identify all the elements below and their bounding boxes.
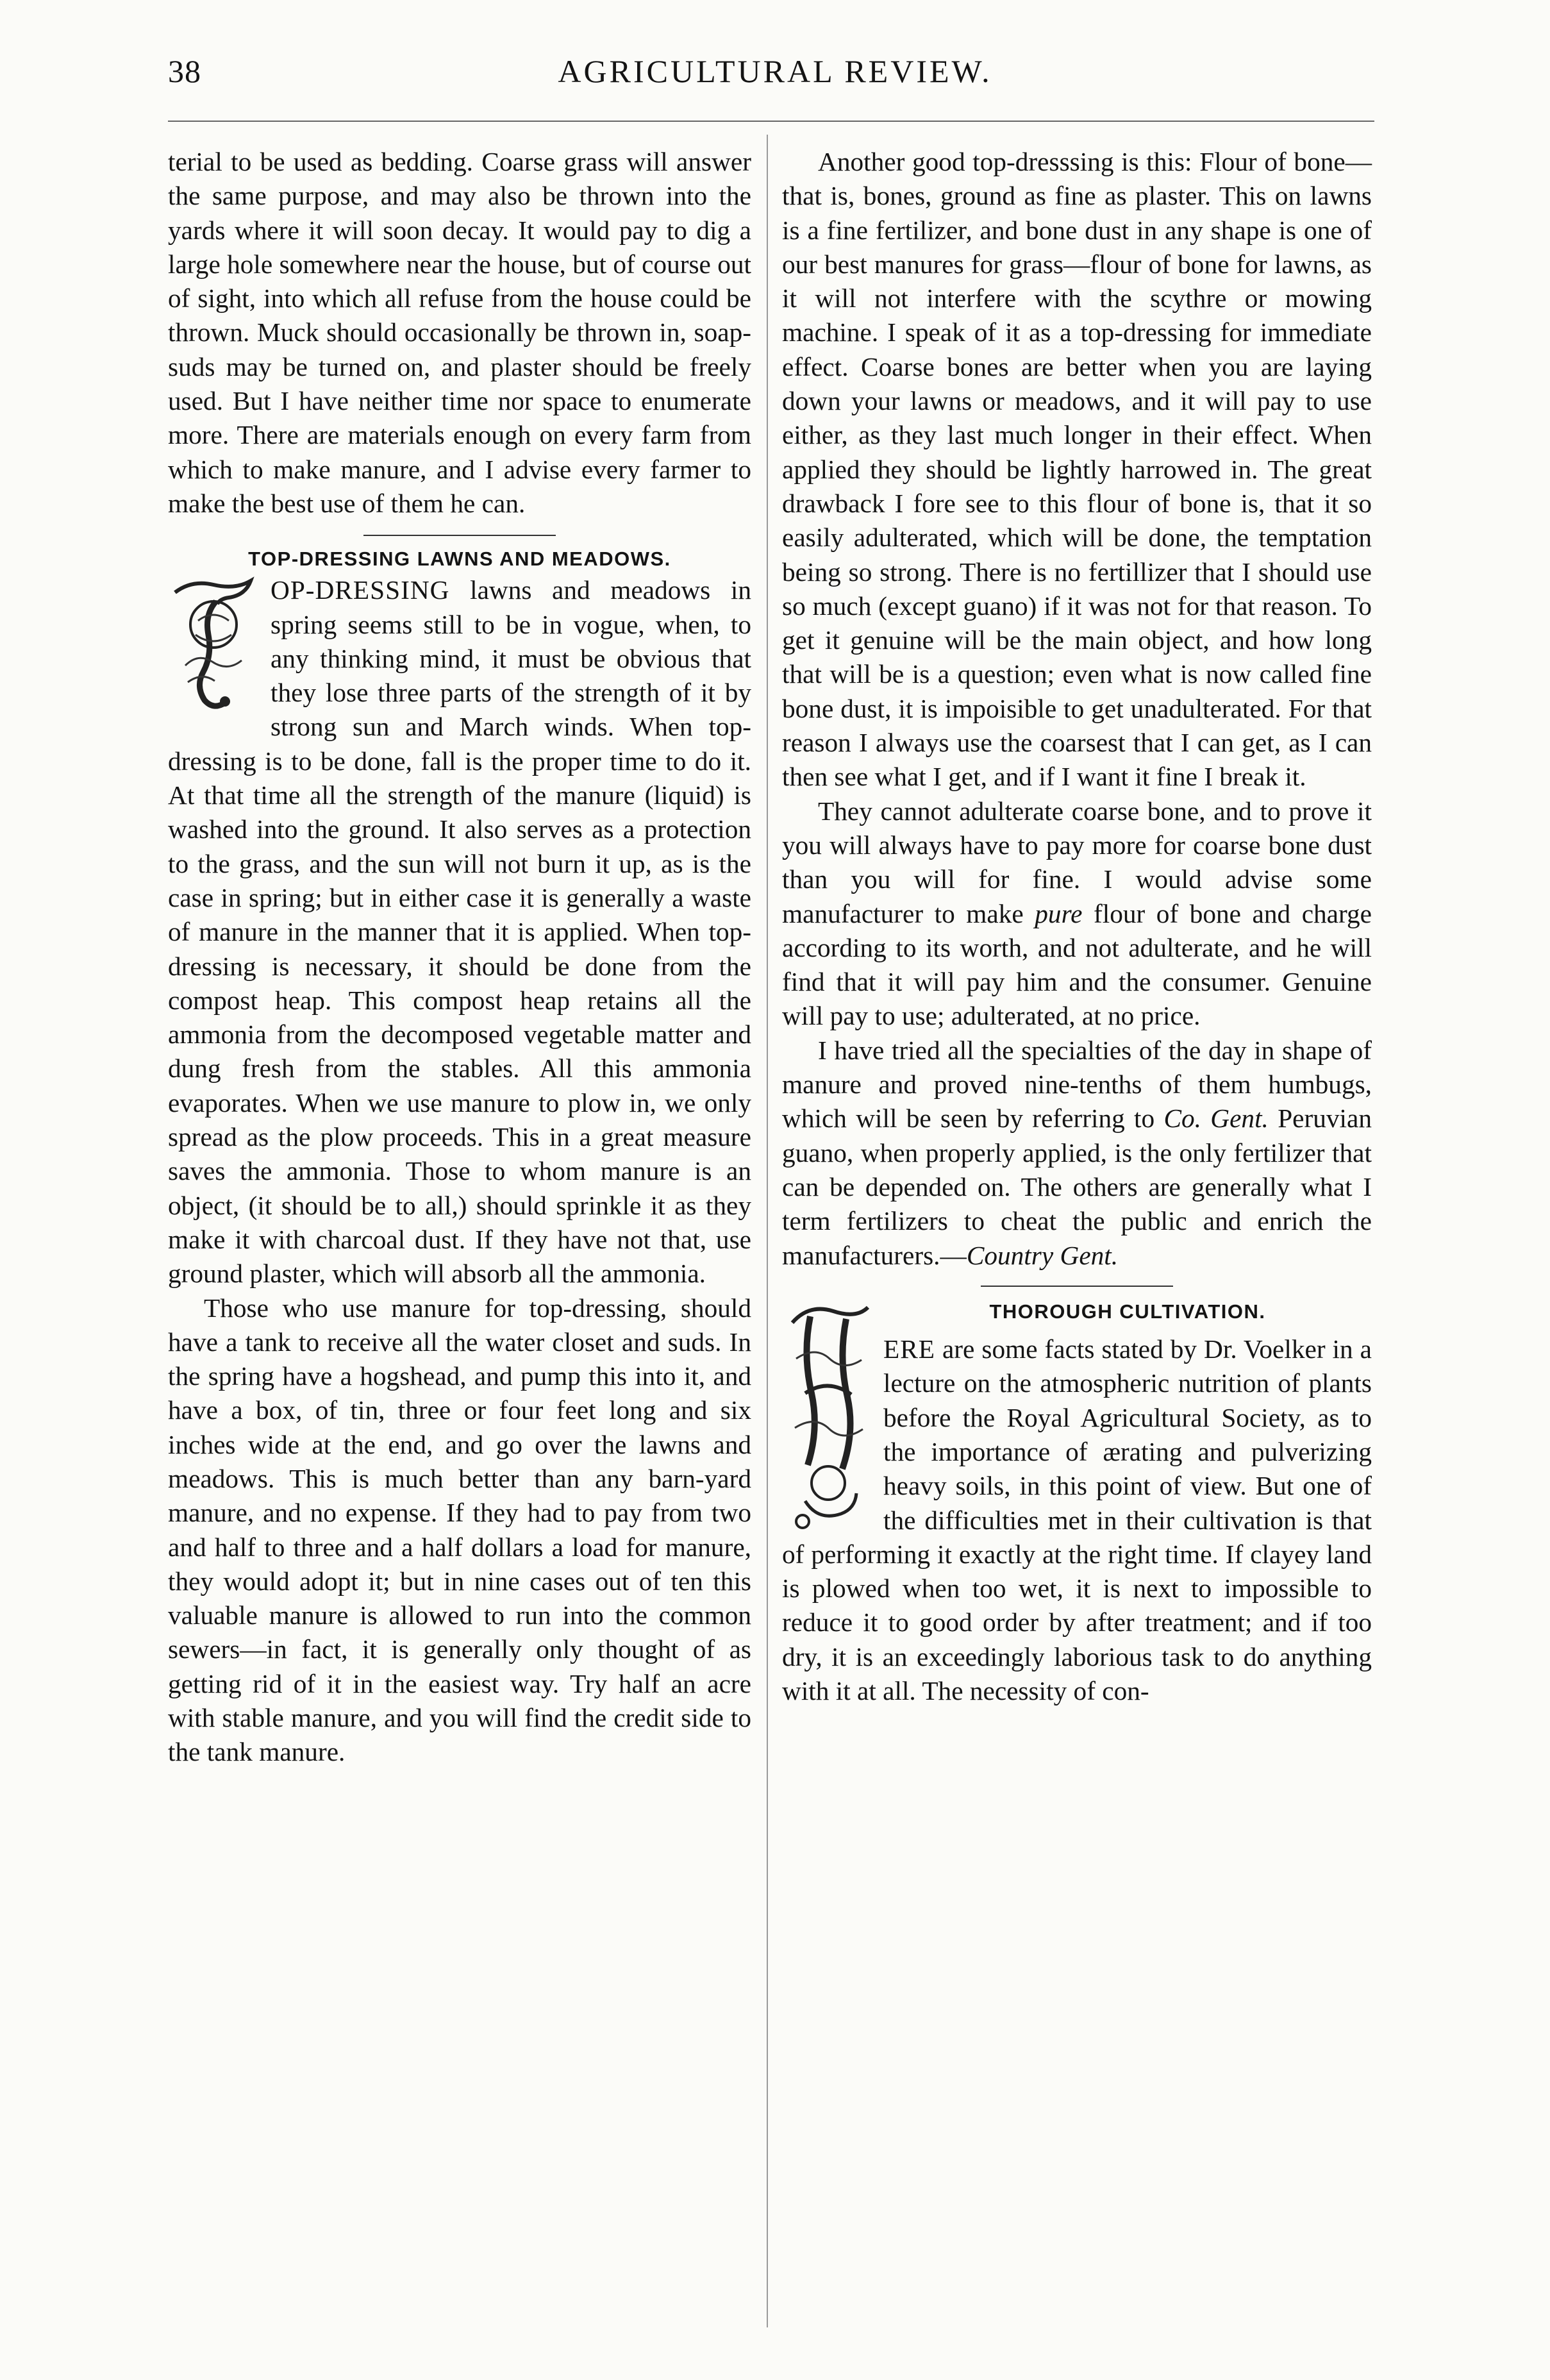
- article-paragraph: [168, 573, 751, 1291]
- section-rule: [981, 1286, 1173, 1287]
- page-header: [0, 53, 1550, 104]
- article-paragraph: [782, 1034, 1372, 1273]
- emphasis-text: pure: [1035, 898, 1083, 928]
- section-rule: [363, 535, 556, 536]
- page-number: 38: [168, 53, 201, 89]
- article-paragraph: Those who use manure for top-dressing, should have a tank to receive all the water closet and suds. In the spring have a hogshead, and pump this into it, and have a box, of tin, three or four feet long and six inches wide at the end, and go over the lawns and meadows. This is much better than any barn-yard manure, and no expense. If they had to pay from two and half to three and a half dollars a load for manure, they would adopt it; but in nine cases out of ten this valuable manure is allowed to run into the common sewers—in fact, it is generally only thought of as getting rid of it in the easiest way. Try half an acre with stable manure, and you will find the credit side to the tank manure.: [168, 1293, 751, 1767]
- article-lead-in: OP-DRESSING: [271, 575, 450, 605]
- column-divider: [767, 135, 768, 2327]
- citation-text: Co. Gent.: [1163, 1103, 1269, 1134]
- ornamental-drop-cap-h: [779, 1297, 876, 1536]
- article-lead-in: ERE: [883, 1334, 935, 1364]
- left-column: [168, 145, 751, 1770]
- article-title-thorough-cultivation: THOROUGH CULTIVATION.: [989, 1300, 1266, 1323]
- running-title: AGRICULTURAL REVIEW.: [558, 53, 992, 89]
- article-title-top-dressing: TOP-DRESSING LAWNS AND MEADOWS.: [248, 548, 671, 571]
- article-paragraph-text: are some facts stated by Dr. Voelker in a lecture on the atmospheric nutrition of plants before the Royal Agricultural Society, as to the importance of ærating and pulverizing heavy soils, in this point of view. But one of the difficulties met in their cultivation is that of performing it exactly at the right time. If clayey land is plowed when too wet, it is next to impossible to reduce it to good order by after treatment; and if too dry, it is an exceedingly laborious task to do anything with it at all. The necessity of con-: [782, 1334, 1372, 1706]
- article-paragraph: [782, 1295, 1372, 1709]
- article-paragraph-text: lawns and meadows in spring seems still to be in vogue, when, to any thinking mind, it must be obvious that they lose three parts of the strength of it by strong sun and March winds. When top-dressing is to be done, fall is the proper time to do it. At that time all the strength of the manure (liquid) is washed into the ground. It also serves as a protection to the grass, and the sun will not burn it up, as is the case in spring; but in either case it is generally a waste of manure in the manner that it is applied. When top-dressing is necessary, it should be done from the compost heap. This compost heap retains all the ammonia from the decomposed vegetable matter and dung fresh from the stables. All this ammonia evaporates. When we use manure to plow in, we only spread as the plow proceeds. This in a great measure saves the ammonia. Those to whom manure is an object, (it should be to all,) should sprinkle it as they make it with charcoal dust. If they have not that, use ground plaster, which will absorb all the ammonia.: [168, 575, 751, 1289]
- paragraph-text: Peruvian guano, when properly applied, is the only fertilizer that can be depended on. The others are generally what I term fertilizers to cheat the public and enrich the manufacturers.—: [782, 1103, 1372, 1270]
- article-paragraph: Another good top-dresssing is this: Flour of bone—that is, bones, ground as fine as plaster. This on lawns is a fine fertilizer, and bone dust in any shape is one of our best manures for grass—flour of bone for lawns, as it will not interfere with the scythre or mowing machine. I speak of it as a top-dressing for immediate effect. Coarse bones are better when you are laying down your lawns or meadows, and it will pay to use either, as they last much longer in their effect. When applied they should be lightly harrowed in. The great drawback I fore see to this flour of bone is, that it so easily adulterated, which will be done, the temptation being so strong. There is no fertillizer that I should use so much (except guano) if it was not for that reason. To get it genuine will be the main object, and how long that will be is a question; even what is now called fine bone dust, it is impoisible to get unadulterated. For that reason I always use the coarsest that I can get, as I can then see what I get, and if I want it fine I break it.: [782, 147, 1372, 792]
- ornamental-drop-cap-t: [165, 576, 263, 714]
- article-paragraph: [782, 794, 1372, 1034]
- paragraph-text: They cannot adulterate coarse bone, and to prove it you will always have to pay more for coarse bone dust than you will for fine. I would advise some manufacturer to make: [782, 796, 1372, 928]
- paragraph-text: flour of bone and charge according to its worth, and not adulterate, and he will find that it will pay him and the consumer. Genuine will pay to use; adulterated, at no price.: [782, 898, 1372, 1031]
- right-column: [782, 145, 1372, 1708]
- source-citation: Country Gent.: [966, 1240, 1119, 1270]
- paragraph-text: I have tried all the specialties of the day in shape of manure and proved nine-tenths of them humbugs, which will be seen by referring to: [782, 1035, 1372, 1134]
- header-rule: [168, 121, 1374, 122]
- continued-paragraph: terial to be used as bedding. Coarse grass will answer the same purpose, and may also be thrown into the yards where it will soon decay. It would pay to dig a large hole somewhere near the house, but of course out of sight, into which all refuse from the house could be thrown. Muck should occasionally be thrown in, soap-suds may be turned on, and plaster should be freely used. But I have neither time nor space to enumerate more. There are materials enough on every farm from which to make manure, and I advise every farmer to make the best use of them he can.: [168, 147, 751, 518]
